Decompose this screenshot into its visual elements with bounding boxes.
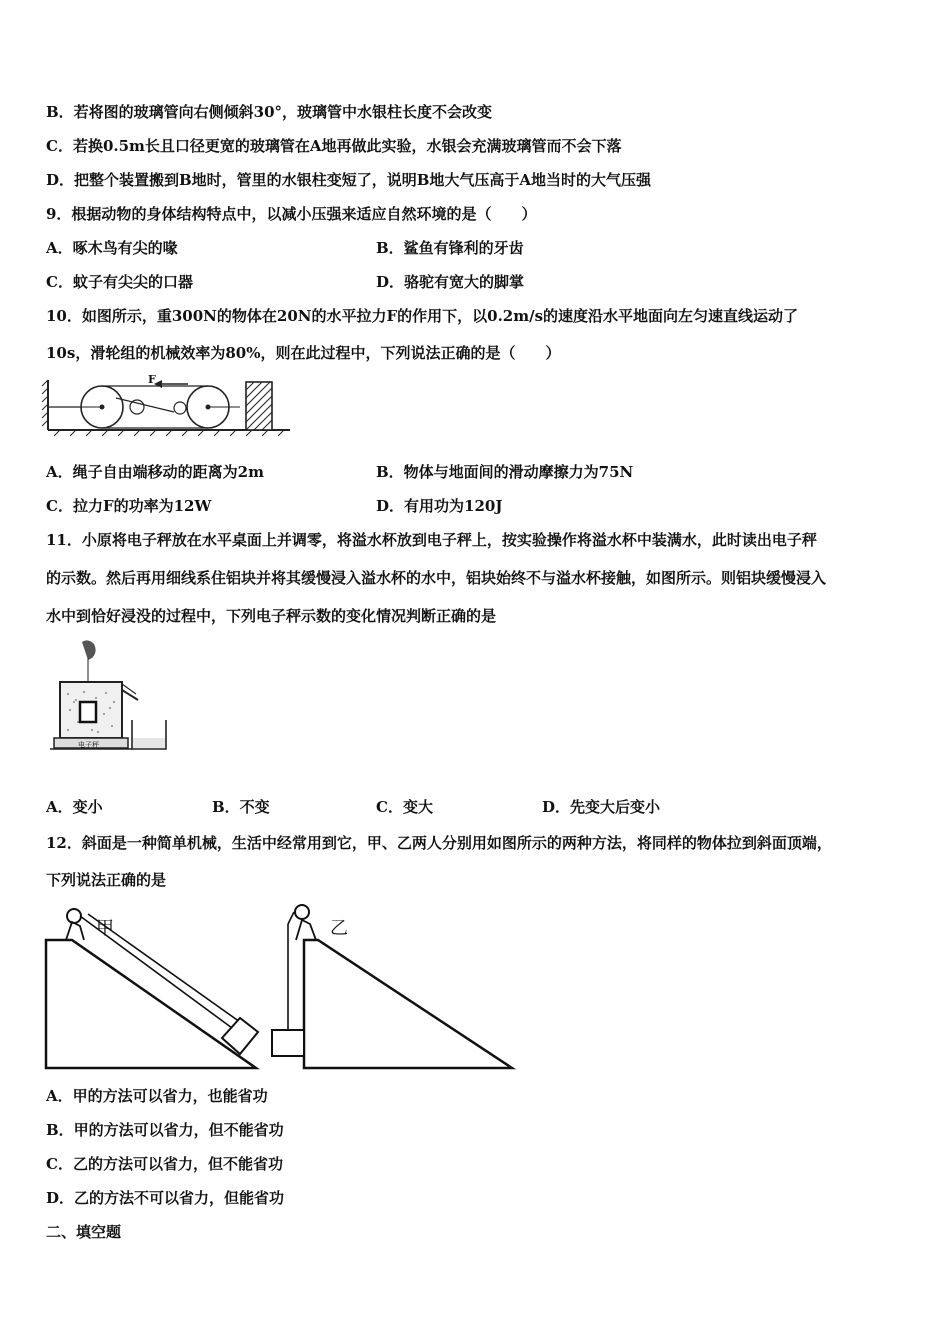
q9-option-a: A．啄木鸟有尖的喙 [46,239,178,257]
q12-label-jia: 甲 [96,918,114,939]
q12-incline-figure [44,898,520,1074]
q11-option-d: D．先变大后变小 [542,798,661,816]
q11-option-b: B．不变 [212,798,270,816]
q11-option-a: A．变小 [46,798,103,816]
q11-scale-label: 电子秤 [78,741,99,749]
q10-stem-line2: 10s，滑轮组的机械效率为80%，则在此过程中，下列说法正确的是（ ） [46,344,561,362]
q11-option-c: C．变大 [376,798,433,816]
q10-stem-line1: 10．如图所示，重300N的物体在20N的水平拉力F的作用下，以0.2m/s的速度沿水平地面向左匀速直线运动了 [46,307,799,325]
q11-overflow-cup-figure [48,638,170,758]
q10-option-a: A．绳子自由端移动的距离为2m [46,463,264,481]
q9-option-b: B．鲨鱼有锋利的牙齿 [376,239,524,257]
section-heading-fill-blank: 二、填空题 [46,1223,122,1241]
q11-stem-line2: 的示数。然后再用细线系住铝块并将其缓慢浸入溢水杯的水中，铝块始终不与溢水杯接触，如图所示。则铝块缓慢浸入 [46,569,827,587]
q12-option-b: B．甲的方法可以省力，但不能省功 [46,1121,284,1139]
q12-stem-line2: 下列说法正确的是 [46,871,167,889]
q10-option-b: B．物体与地面间的滑动摩擦力为75N [376,463,634,481]
q8-option-b: B．若将图的玻璃管向右侧倾斜30°，玻璃管中水银柱长度不会改变 [46,103,493,121]
q12-option-c: C．乙的方法可以省力，但不能省功 [46,1155,283,1173]
q10-option-c: C．拉力F的功率为12W [46,497,212,515]
q10-option-d: D．有用功为120J [376,497,503,515]
q12-label-yi: 乙 [330,918,348,939]
q10-pulley-figure [40,374,296,440]
q9-option-c: C．蚊子有尖尖的口器 [46,273,193,291]
q11-stem-line3: 水中到恰好浸没的过程中，下列电子秤示数的变化情况判断正确的是 [46,607,497,625]
q9-stem: 9．根据动物的身体结构特点中，以减小压强来适应自然环境的是（ ） [46,205,537,223]
q10-force-label: F [148,374,156,386]
q12-stem-line1: 12．斜面是一种简单机械，生活中经常用到它，甲、乙两人分别用如图所示的两种方法，将同样的物体拉到斜面顶端， [46,834,832,852]
q12-option-a: A．甲的方法可以省力，也能省功 [46,1087,268,1105]
q8-option-c: C．若换0.5m长且口径更宽的玻璃管在A地再做此实验，水银会充满玻璃管而不会下落 [46,137,622,155]
q12-option-d: D．乙的方法不可以省力，但能省功 [46,1189,285,1207]
q8-option-d: D．把整个装置搬到B地时，管里的水银柱变短了，说明B地大气压高于A地当时的大气压强 [46,171,652,189]
q11-stem-line1: 11．小原将电子秤放在水平桌面上并调零，将溢水杯放到电子秤上，按实验操作将溢水杯中装满水，此时读出电子秤 [46,531,817,549]
q9-option-d: D．骆驼有宽大的脚掌 [376,273,525,291]
